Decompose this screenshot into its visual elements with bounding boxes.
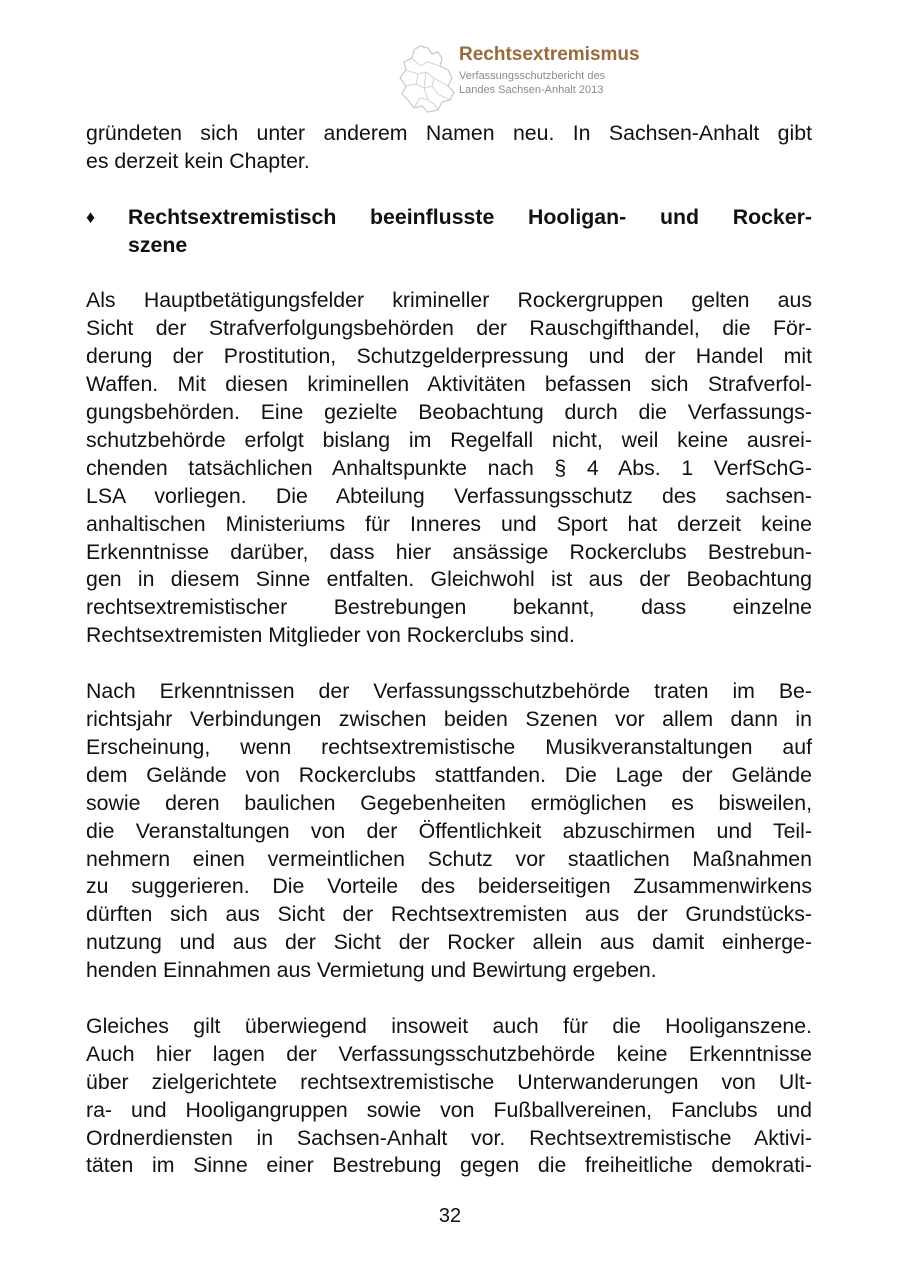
text-line: rechtsextremistischer Bestrebungen bekannt, dass einzelne [86,595,812,620]
heading-line: szene [128,232,188,257]
page-content [86,120,812,1180]
text-line: LSA vorliegen. Die Abteilung Verfassungsschutz des sachsen- [86,483,812,508]
text-line: Waffen. Mit diesen kriminellen Aktivitäten befassen sich Strafverfol- [86,372,812,397]
text-line: es derzeit kein Chapter. [86,148,310,173]
paragraph-rockergruppen [86,287,812,650]
header-title: Rechtsextremismus [459,44,640,65]
text-line: gungsbehörden. Eine gezielte Beobachtung durch die Verfassungs- [86,400,812,425]
paragraph-continuation [86,120,812,176]
text-line: ra- und Hooligangruppen sowie von Fußballvereinen, Fanclubs und [86,1097,812,1122]
text-line: Ordnerdiensten in Sachsen-Anhalt vor. Rechtsextremistische Aktivi- [86,1125,812,1150]
header-subtitle-line2: Landes Sachsen-Anhalt 2013 [459,84,604,96]
text-line: richtsjahr Verbindungen zwischen beiden Szenen vor allem dann in [86,706,812,731]
text-line: derung der Prostitution, Schutzgelderpressung und der Handel mit [86,344,812,369]
text-line: henden Einnahmen aus Vermietung und Bewirtung ergeben. [86,958,657,983]
text-line: sowie deren baulichen Gegebenheiten ermöglichen es bisweilen, [86,790,812,815]
paragraph-verbindungen [86,678,812,985]
section-heading [86,204,812,260]
text-line: gen in diesem Sinne entfalten. Gleichwohl ist aus der Beobachtung [86,567,812,592]
text-line: Erscheinung, wenn rechtsextremistische Musikveranstaltungen auf [86,734,812,759]
saxony-anhalt-map-icon [398,44,456,114]
text-line: nutzung und aus der Sicht der Rocker allein aus damit einherge- [86,930,812,955]
text-line: Erkenntnisse darüber, dass hier ansässige Rockerclubs Bestrebun- [86,539,812,564]
text-line: Rechtsextremisten Mitglieder von Rockerclubs sind. [86,623,575,648]
text-line: über zielgerichtete rechtsextremistische Unterwanderungen von Ult- [86,1069,812,1094]
text-line: chenden tatsächlichen Anhaltspunkte nach § 4 Abs. 1 VerfSchG- [86,455,812,480]
paragraph-hooliganszene [86,1013,812,1180]
page-header [398,44,698,116]
text-line: zu suggerieren. Die Vorteile des beiderseitigen Zusammenwirkens [86,874,812,899]
diamond-bullet-icon: ♦ [86,206,96,227]
text-line: Gleiches gilt überwiegend insoweit auch für die Hooliganszene. [86,1013,812,1038]
page-number: 32 [438,1205,462,1227]
text-line: nehmern einen vermeintlichen Schutz vor staatlichen Maßnahmen [86,846,812,871]
text-line: die Veranstaltungen von der Öffentlichkeit abzuschirmen und Teil- [86,818,812,843]
text-line: anhaltischen Ministeriums für Inneres und Sport hat derzeit keine [86,511,812,536]
text-line: Sicht der Strafverfolgungsbehörden der Rauschgifthandel, die För- [86,316,812,341]
text-line: dürften sich aus Sicht der Rechtsextremisten aus der Grundstücks- [86,902,812,927]
text-line: Auch hier lagen der Verfassungsschutzbehörde keine Erkenntnisse [86,1041,812,1066]
text-line: gründeten sich unter anderem Namen neu. In Sachsen-Anhalt gibt [86,121,812,145]
text-line: Als Hauptbetätigungsfelder krimineller Rockergruppen gelten aus [86,288,812,313]
text-line: schutzbehörde erfolgt bislang im Regelfall nicht, weil keine ausrei- [86,427,812,452]
text-line: dem Gelände von Rockerclubs stattfanden. Die Lage der Gelände [86,762,812,787]
text-line: Nach Erkenntnissen der Verfassungsschutzbehörde traten im Be- [86,679,812,704]
header-subtitle-line1: Verfassungsschutzbericht des [459,70,606,82]
text-line: täten im Sinne einer Bestrebung gegen die freiheitliche demokrati- [86,1153,812,1178]
heading-line: Rechtsextremistisch beeinflusste Hooligan- und Rocker- [128,204,812,229]
